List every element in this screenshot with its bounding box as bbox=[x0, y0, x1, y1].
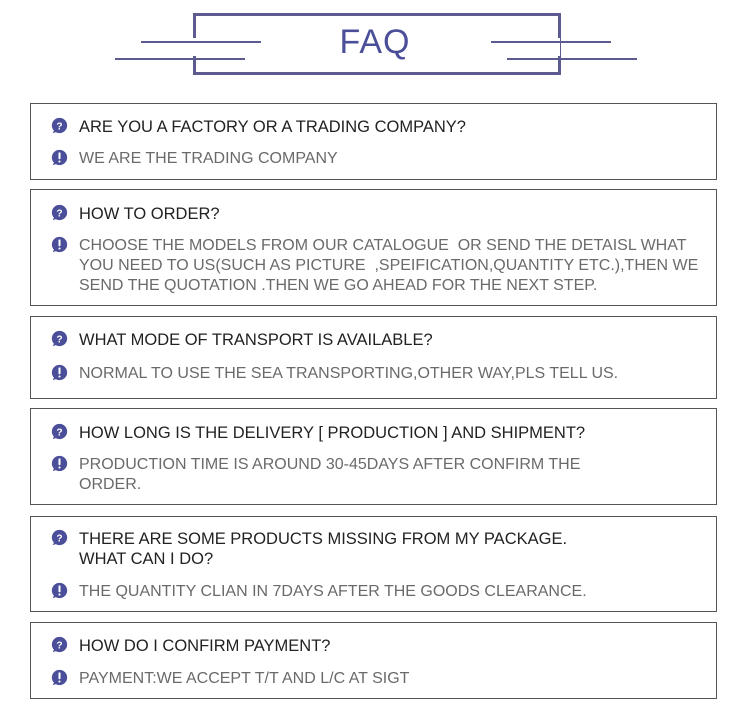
exclamation-bubble-icon bbox=[51, 669, 68, 686]
exclamation-bubble-icon bbox=[51, 455, 68, 472]
faq-item bbox=[30, 516, 717, 612]
faq-answer: CHOOSE THE MODELS FROM OUR CATALOGUE OR SEND THE DETAISL WHAT YOU NEED TO US(SUCH AS PICTURE ,SPEIFICATION,QUANTITY ETC.),THEN WE SEND THE QUOTATION .THEN WE GO AHEAD FOR THE NEXT STEP. bbox=[79, 237, 699, 294]
faq-item bbox=[30, 408, 717, 505]
faq-answer: WE ARE THE TRADING COMPANY bbox=[79, 150, 338, 167]
faq-answer: NORMAL TO USE THE SEA TRANSPORTING,OTHER WAY,PLS TELL US. bbox=[79, 365, 619, 382]
page-title: FAQ bbox=[339, 23, 411, 61]
deco-line-right-bottom bbox=[507, 58, 637, 60]
svg-text:?: ? bbox=[56, 533, 63, 545]
svg-text:?: ? bbox=[56, 121, 63, 133]
question-bubble-icon bbox=[51, 636, 68, 653]
faq-answer: PAYMENT:WE ACCEPT T/T AND L/C AT SIGT bbox=[79, 670, 410, 687]
question-bubble-icon bbox=[51, 529, 68, 546]
question-bubble-icon bbox=[51, 423, 68, 440]
deco-line-left-top bbox=[141, 41, 261, 43]
faq-question: HOW DO I CONFIRM PAYMENT? bbox=[79, 637, 331, 655]
faq-question: ARE YOU A FACTORY OR A TRADING COMPANY? bbox=[79, 118, 466, 136]
faq-item bbox=[30, 316, 717, 399]
faq-header bbox=[0, 0, 750, 90]
svg-text:?: ? bbox=[56, 208, 63, 220]
svg-text:?: ? bbox=[56, 640, 63, 652]
faq-question: WHAT MODE OF TRANSPORT IS AVAILABLE? bbox=[79, 331, 433, 349]
exclamation-bubble-icon bbox=[51, 364, 68, 381]
svg-text:?: ? bbox=[56, 427, 63, 439]
exclamation-bubble-icon bbox=[51, 236, 68, 253]
deco-line-left-bottom bbox=[115, 58, 245, 60]
faq-question: HOW LONG IS THE DELIVERY [ PRODUCTION ] AND SHIPMENT? bbox=[79, 424, 586, 442]
faq-item bbox=[30, 103, 717, 180]
exclamation-bubble-icon bbox=[51, 582, 68, 599]
exclamation-bubble-icon bbox=[51, 149, 68, 166]
faq-question: HOW TO ORDER? bbox=[79, 205, 220, 223]
faq-answer: PRODUCTION TIME IS AROUND 30-45DAYS AFTER CONFIRM THE ORDER. bbox=[79, 456, 581, 493]
question-bubble-icon bbox=[51, 204, 68, 221]
faq-item bbox=[30, 189, 717, 306]
svg-text:?: ? bbox=[56, 334, 63, 346]
question-bubble-icon bbox=[51, 117, 68, 134]
deco-line-right-top bbox=[491, 41, 611, 43]
faq-item bbox=[30, 622, 717, 699]
faq-answer: THE QUANTITY CLIAN IN 7DAYS AFTER THE GOODS CLEARANCE. bbox=[79, 583, 587, 600]
question-bubble-icon bbox=[51, 330, 68, 347]
faq-question: THERE ARE SOME PRODUCTS MISSING FROM MY PACKAGE. WHAT CAN I DO? bbox=[79, 530, 568, 568]
